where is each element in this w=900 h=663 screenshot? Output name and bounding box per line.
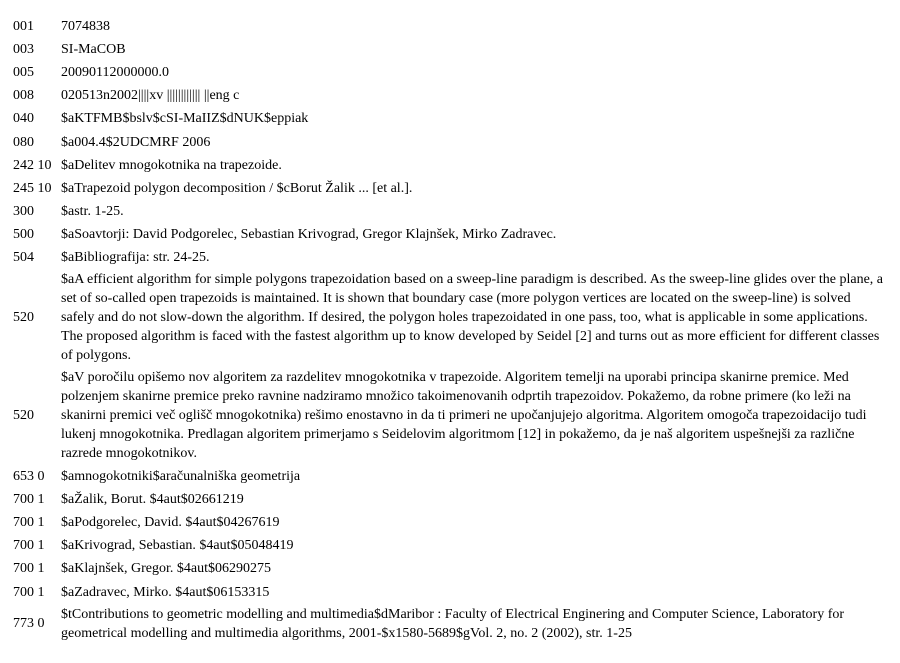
field-value: $aDelitev mnogokotnika na trapezoide. bbox=[61, 157, 282, 173]
field-tag: 504 bbox=[13, 249, 34, 265]
field-value: $aA efficient algorithm for simple polygons trapezoidation based on a sweep-line paradigm is described. As the sweep-line glides over the plane, a set of so-called open trapezoids is maintained. It is shown that boundary case (more polygon vertices are located on the sweep-line) is solved safely and do not slow-down the algorithm. If desired, the polygon holes trapezoidated in one pass, too, what is applicable in some applications. The proposed algorithm is faced with the fastest algorithm up to know developed by Seidel [2] and turns out as more efficient for different classes of polygons. bbox=[61, 272, 884, 364]
marc-field-245 bbox=[13, 177, 887, 200]
field-tag: 700 1 bbox=[13, 584, 45, 600]
field-value: SI-MaCOB bbox=[61, 42, 126, 58]
field-value: 20090112000000.0 bbox=[61, 65, 169, 81]
marc-field-773 bbox=[13, 604, 887, 645]
field-tag: 005 bbox=[13, 65, 34, 81]
field-tag: 520 bbox=[13, 408, 34, 424]
field-tag: 008 bbox=[13, 88, 34, 104]
marc-field-700 bbox=[13, 534, 887, 557]
field-value: $aŽalik, Borut. $4aut$02661219 bbox=[61, 492, 244, 508]
field-value: $aV poročilu opišemo nov algoritem za razdelitev mnogokotnika v trapezoide. Algoritem temelji na uporabi principa skanirne premice. Med polzenjem skanirne premice preko ravnine nadziramo množico takoimenovanih odprtih trapezoidov. Pokažemo, da robne primere (ko leži na skanirni premici več oglišč mnogokotnika) rešimo enostavno in da ti primeri ne upočanjujejo algoritma. Algoritem omogoča trapezoidacijo tudi lukenj mnogokotnika. Predlagan algoritem primerjamo s Seidelovim algoritmom [12] in pokažemo, da je naš algoritem uspešnejši za različne razrede mnogokotnikov. bbox=[61, 370, 867, 462]
field-value: $astr. 1-25. bbox=[61, 203, 124, 219]
field-value: $tContributions to geometric modelling and multimedia$dMaribor : Faculty of Electrical Enginering and Computer Science, Laboratory for geometrical modelling and multimedia algorithms, 2001-$x1580-5689$gVol. 2, no. 2 (2002), str. 1-25 bbox=[61, 606, 845, 641]
field-value: 020513n2002||||xv |||||||||||| ||eng c bbox=[61, 88, 240, 104]
marc-field-653 bbox=[13, 465, 887, 488]
field-value: $aKTFMB$bslv$cSI-MaIIZ$dNUK$eppiak bbox=[61, 111, 309, 127]
field-tag: 245 10 bbox=[13, 180, 52, 196]
field-tag: 700 1 bbox=[13, 515, 45, 531]
field-tag: 040 bbox=[13, 111, 34, 127]
field-value: $a004.4$2UDCMRF 2006 bbox=[61, 134, 211, 150]
marc-record-table bbox=[13, 15, 887, 645]
field-value: $aZadravec, Mirko. $4aut$06153315 bbox=[61, 584, 270, 600]
field-tag: 500 bbox=[13, 226, 34, 242]
marc-field-700 bbox=[13, 557, 887, 580]
field-tag: 700 1 bbox=[13, 492, 45, 508]
field-tag: 300 bbox=[13, 203, 34, 219]
marc-field-242 bbox=[13, 154, 887, 177]
field-tag: 773 0 bbox=[13, 616, 45, 632]
field-value: 7074838 bbox=[61, 19, 110, 35]
field-tag: 520 bbox=[13, 310, 34, 326]
field-value: $aKlajnšek, Gregor. $4aut$06290275 bbox=[61, 561, 271, 577]
marc-field-040 bbox=[13, 107, 887, 130]
marc-field-520-abstract-en bbox=[13, 269, 887, 367]
field-value: $amnogokotniki$aračunalniška geometrija bbox=[61, 469, 301, 485]
field-tag: 700 1 bbox=[13, 538, 45, 554]
field-tag: 700 1 bbox=[13, 561, 45, 577]
marc-field-080 bbox=[13, 130, 887, 153]
marc-field-504 bbox=[13, 246, 887, 269]
field-value: $aPodgorelec, David. $4aut$04267619 bbox=[61, 515, 280, 531]
field-tag: 003 bbox=[13, 42, 34, 58]
marc-field-005 bbox=[13, 61, 887, 84]
field-value: $aKrivograd, Sebastian. $4aut$05048419 bbox=[61, 538, 294, 554]
marc-field-003 bbox=[13, 38, 887, 61]
marc-field-700 bbox=[13, 488, 887, 511]
marc-field-300 bbox=[13, 200, 887, 223]
field-tag: 242 10 bbox=[13, 157, 52, 173]
marc-field-520-abstract-sl bbox=[13, 367, 887, 465]
field-tag: 001 bbox=[13, 19, 34, 35]
field-tag: 653 0 bbox=[13, 469, 45, 485]
marc-field-001 bbox=[13, 15, 887, 38]
field-tag: 080 bbox=[13, 134, 34, 150]
marc-field-500 bbox=[13, 223, 887, 246]
field-value: $aBibliografija: str. 24-25. bbox=[61, 249, 210, 265]
field-value: $aSoavtorji: David Podgorelec, Sebastian Krivograd, Gregor Klajnšek, Mirko Zadravec. bbox=[61, 226, 557, 242]
field-value: $aTrapezoid polygon decomposition / $cBorut Žalik ... [et al.]. bbox=[61, 180, 413, 196]
marc-field-700 bbox=[13, 511, 887, 534]
marc-field-700 bbox=[13, 581, 887, 604]
marc-field-008 bbox=[13, 84, 887, 107]
